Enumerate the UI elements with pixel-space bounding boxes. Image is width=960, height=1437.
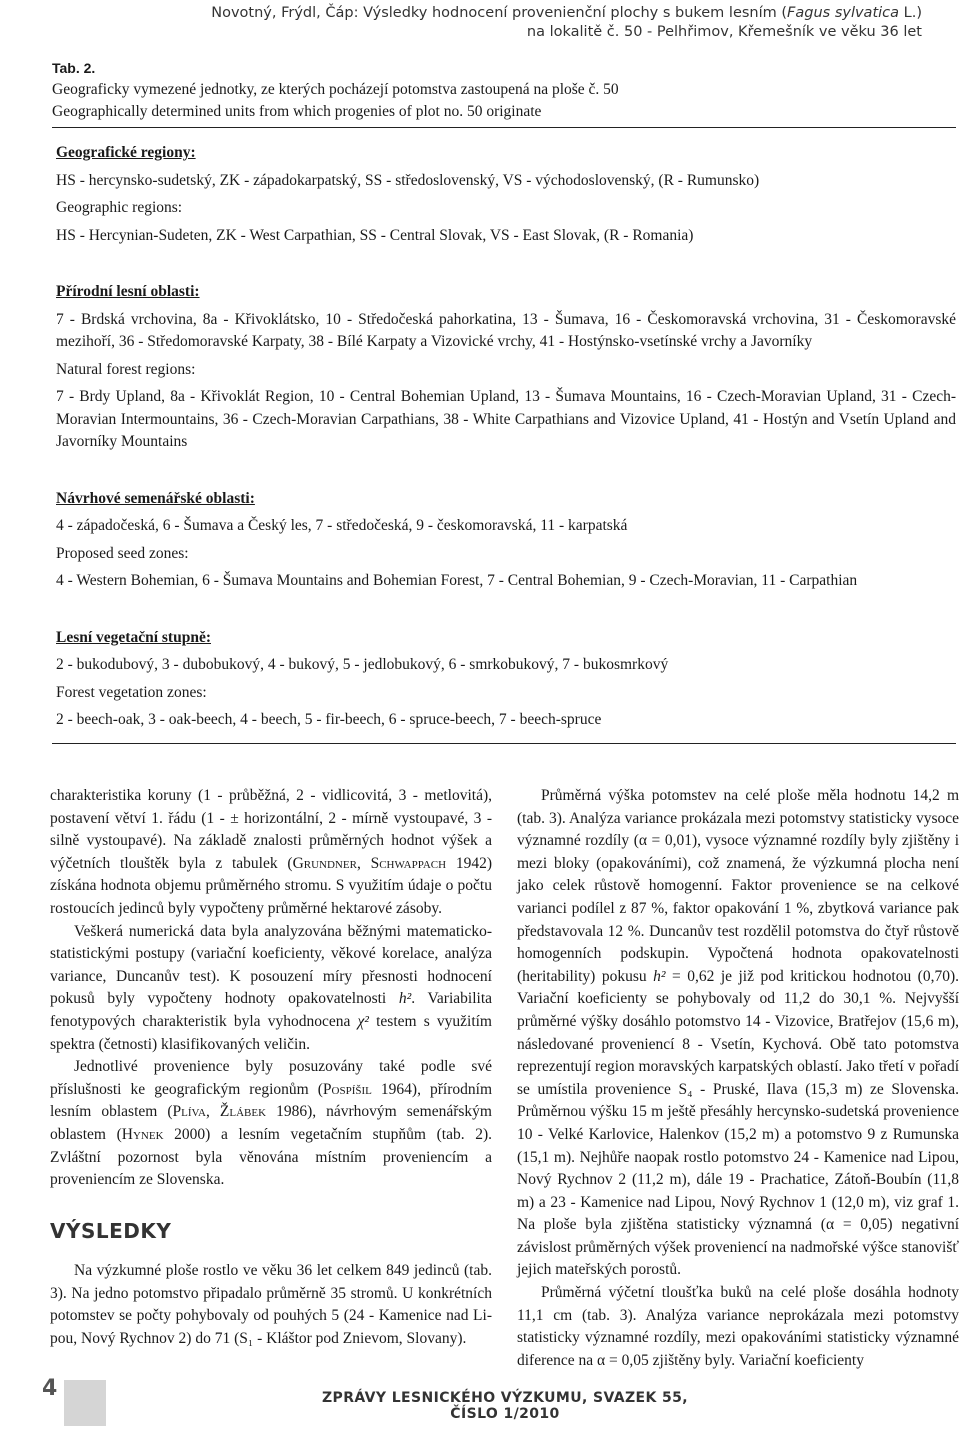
text-run: 1942) získána hodnota objemu průměrného stromu. S využitím údaje o počtu rostoucích jedinců byly vypočteny průměrné hektarové zásoby. <box>50 854 492 917</box>
section-label-en: Geographic regions: <box>56 199 183 216</box>
table-caption-en: Geographically determined units from which progenies of plot no. 50 originate <box>52 103 542 120</box>
body-paragraph <box>50 785 492 921</box>
section-text-en: 4 - Western Bohemian, 6 - Šumava Mountains and Bohemian Forest, 7 - Central Bohemian, 9 - Czech-Moravian, 11 - Carpathian <box>56 572 858 589</box>
text-run: . Variabilita fenotypových charakteristik byla vyhodnocena <box>50 990 492 1030</box>
section-text-cz: 7 - Brdská vrchovina, 8a - Křivoklátsko, 10 - Středočeská pahorkatina, 13 - Šumava, 16 - Českomoravská vrchovina, 31 - Českomoravské mezihoří, 36 - Středomoravské Karpaty, 38 - Bílé Karpaty a Vizovické vrchy, 41 - Hostýnsko-vsetínské vrchy a Javorníky <box>56 310 956 350</box>
math-symbol: h² <box>653 967 666 985</box>
section-title: Geografické regiony: <box>56 144 196 161</box>
section-text-cz: HS - hercynsko-sudetský, ZK - západokarpatský, SS - středoslovenský, VS - východoslovenský, (R - Rumunsko) <box>56 171 760 189</box>
running-header-line1 <box>142 4 922 23</box>
section-title: Lesní vegetační stupně: <box>56 628 211 646</box>
section-text-cz: 2 - bukodubový, 3 - dubobukový, 4 - bukový, 5 - jedlobukový, 6 - smrkobukový, 7 - bukosmrkový <box>56 656 669 673</box>
table-2 <box>52 58 956 744</box>
section-seed-zones <box>52 488 956 593</box>
text-run: charakteristika koruny (1 - průběžná, 2 - vidlicovitá, 3 - metlovitá), postavení větví 1. řádu (1 - ± horizontální, 2 - mírně vystoupavé, 3 - silně vystoupavé). Na základě znalosti průměrných hodnot výšek a výčetních tlouštěk byla z tabulek ( <box>50 787 492 872</box>
section-vegetation-zones <box>52 627 956 732</box>
running-header <box>142 4 922 42</box>
text-run: Jednotlivé provenience byly posuzovány také podle své příslušnosti ke geografickým regionům ( <box>50 1058 492 1098</box>
right-column <box>517 785 959 1372</box>
journal-footer: ZPRÁVY LESNICKÉHO VÝZKUMU, SVAZEK 55, ČÍSLO 1/2010 <box>321 1390 689 1422</box>
body-paragraph: Na výzkumné ploše rostlo ve věku 36 let celkem 849 jedinců (tab. 3). Na jedno potomstvo připadalo průměrně 35 stromů. U konkrétních potomstev se počty pohybovaly od pouhých 5 (24 - Kamenice nad Li-pou, Nový Rychnov 2) do 71 (S₁ - Kláštor pod Znievom, Slovany). <box>50 1262 492 1348</box>
author-name: Hynek <box>121 1125 164 1143</box>
text-run: 2000) a lesním vegetačním stupňům (tab. 2). Zvláštní pozornost byla věnována místním proveniencím a proveniencím ze Slovenska. <box>50 1125 493 1189</box>
section-title: Přírodní lesní oblasti: <box>56 283 200 300</box>
text-run: 1986), návrhovým semenářským oblastem ( <box>50 1103 492 1143</box>
text-run: Veškerá numerická data byla analyzována běžnými matematicko-statistickými postupy (variační koeficienty, věkové korelace, analýza variance, Duncanův test). K posouzení míry přesnosti hodnocení pokusů byly vypočteny hodnoty opakovatelnosti <box>50 922 492 1008</box>
text-run: Průměrná výška potomstev na celé ploše měla hodnotu 14,2 m (tab. 3). Analýza variance prokázala mezi potomstvy statisticky vysoce významné rozdíly (α = 0,01), vysoce významné rozdíly byly zjištěny i mezi bloky (opakováními), což znamená, že výzkumná plocha není jako celek růstově homogenní. Faktor provenience se na celkové varianci podílel z 87 %, faktor opakování 1 %, zbytková variance pak představovala 12 %. Duncanův test rozdělil potomstva do čtyř růstově homogenních podskupin. Vypočtená hodnota opakovatelnosti (heritability) pokusu <box>517 787 959 985</box>
section-text-cz: 4 - západočeská, 6 - Šumava a Český les, 7 - středočeská, 9 - českomoravská, 11 - karpatská <box>56 517 628 534</box>
section-text-en: 2 - beech-oak, 3 - oak-beech, 4 - beech, 5 - fir-beech, 6 - spruce-beech, 7 - beech-spruce <box>56 711 602 728</box>
section-label-en: Proposed seed zones: <box>56 544 189 562</box>
text-run: = 0,62 je již pod kritickou hodnotou (0,70). Variační koeficienty se pohybovaly od 11,2 do 30,1 %. Nejvyšší průměrné výšky dosáhlo potomstvo 14 - Vizovice, Bratřejov (15,6 m), následované proveniencí 8 - Vsetín, Kychová. Obě tato potomstva reprezentují region moravských karpatských oblastí. Jako třetí v pořadí se umístila provenience S₄ - Pruské, Ilava (15,3 m) ze Slovenska. Průměrnou výšku 15 m ještě přesáhly hercynsko-sudetská provenience 10 - Velké Karlovice, Halenkov (15,2 m) a potomstvo 9 z Rumunska (15,1 m). Nejhůře naopak rostlo potomstvo 24 - Kamenice nad Lipou, Nový Rychnov 2 (11,2 m), dále 19 - Prachatice, Zátoň-Boubín (11,8 m) a 23 - Kamenice nad Lipou, Nový Rychnov 1 (12,0 m), viz graf 1. Na ploše byla zjištěna statisticky významná (α = 0,05) negativní závislost průměrných výšek proveniencí na nadmořské výšce stanovišť jejich mateřských porostů. <box>517 967 959 1279</box>
body-paragraph <box>517 785 959 1282</box>
table-top-rule <box>52 127 956 128</box>
section-heading: VÝSLEDKY <box>50 1218 172 1243</box>
species-name: Fagus sylvatica <box>787 5 900 21</box>
section-text-en: 7 - Brdy Upland, 8a - Křivoklát Region, 10 - Central Bohemian Upland, 13 - Šumava Mountains, 16 - Czech-Moravian Upland, 31 - Czech-Moravian Intermountains, 36 - Czech-Moravian Carpathians, 38 - White Carpathians and Vizovice Upland, 41 - Hostýn and Vsetín Upland and Javorníky Mountains <box>56 388 956 450</box>
section-geographic-regions <box>52 142 956 247</box>
page-number: 4 <box>42 1376 58 1401</box>
text-run: testem s využitím spektra (četnosti) klasifikovaných veličin. <box>50 1012 492 1053</box>
author-name: Pospíšil <box>322 1080 372 1098</box>
author-name: Plíva, Žlábek <box>172 1103 267 1121</box>
body-paragraph: Průměrná výčetní tloušťka buků na celé ploše dosáhla hodnoty 11,1 cm (tab. 3). Analýza variance neprokázala mezi potomstvy statisticky významné rozdíly, mezi opakováními statisticky významné diference na α = 0,05 zjištěny byly. Variační koeficienty <box>517 1284 959 1369</box>
running-header-line2: na lokalitě č. 50 - Pelhřimov, Křemešník ve věku 36 let <box>526 24 922 40</box>
section-title: Návrhové semenářské oblasti: <box>56 489 255 507</box>
body-paragraph <box>50 1056 492 1192</box>
table-label: Tab. 2. <box>52 60 96 76</box>
left-column <box>50 785 492 1351</box>
section-label-en: Natural forest regions: <box>56 360 196 378</box>
section-label-en: Forest vegetation zones: <box>56 683 207 701</box>
author-name: Schwappach <box>370 854 447 872</box>
section-natural-forest-regions <box>52 281 956 454</box>
body-paragraph <box>50 921 492 1057</box>
text-run: , <box>356 854 371 872</box>
author-name: Grundner <box>292 854 357 872</box>
section-text-en: HS - Hercynian-Sudeten, ZK - West Carpathian, SS - Central Slovak, VS - East Slovak, (R - Romania) <box>56 226 694 244</box>
table-caption-cz: Geograficky vymezené jednotky, ze kterých pocházejí potomstva zastoupená na ploše č. 50 <box>52 81 619 98</box>
math-symbol: χ² <box>357 1012 369 1030</box>
running-header-text: Novotný, Frýdl, Čáp: Výsledky hodnocení provenienční plochy s bukem lesním ( <box>211 5 788 21</box>
running-header-suffix: L.) <box>899 5 922 21</box>
math-symbol: h² <box>398 990 412 1008</box>
text-run: 1964), přírodním lesním oblastem ( <box>50 1080 492 1121</box>
